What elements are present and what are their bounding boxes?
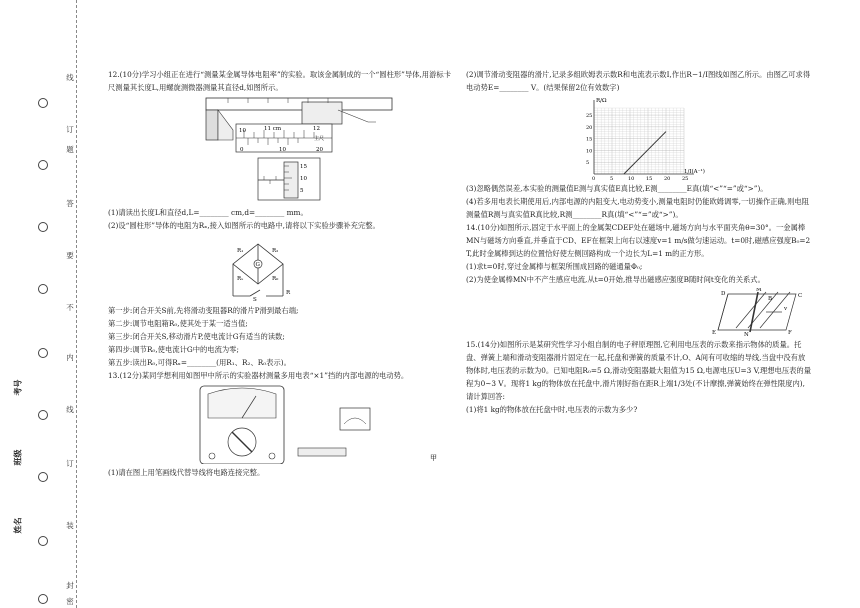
label-ten-c: 10 <box>300 176 307 182</box>
step-2: 第二步:调节电阻箱R₀,使其处于某一适当值; <box>108 319 248 328</box>
binding-char: 要 <box>66 251 74 260</box>
x-tick-label: 20 <box>664 176 671 180</box>
step-3: 第三步:闭合开关S,移动滑片P,使电流计G有适当的读数; <box>108 332 285 341</box>
label-ten: 10 <box>239 128 246 134</box>
q13-sub4: (4)若多用电表长期使用后,内部电源的内阻变大,电动势变小,测量电阻时仍能欧姆调零,一切操作正确,则电阻测量值R测与真实值R真比较,R测________R真(填“<”“=”或“>”)。 <box>466 197 809 219</box>
q13-sub2: (2)调节滑动变阻器的滑片,记录多组欧姆表示数R和电流表示数I,作出R−1/I图线如图乙所示。由图乙可求得电动势E=________ V。(结果保留2位有效数字) <box>466 70 811 92</box>
binding-char: 题 <box>66 145 74 154</box>
binding-hole-icon <box>38 594 48 604</box>
label-m: M <box>756 288 762 293</box>
y-tick-label: 10 <box>586 148 593 155</box>
label-main-scale: 主尺 <box>314 136 325 142</box>
q13-sub1: (1)请在图上用笔画线代替导线将电路连接完整。 <box>108 468 265 477</box>
label-r: R <box>286 290 291 296</box>
binding-line <box>76 0 77 608</box>
q14-sub1: (1)求t=0时,穿过金属棒与框架所围成回路的磁通量Φ₀; <box>466 262 643 271</box>
y-tick-label: 15 <box>586 136 593 143</box>
q12-sub1: (1)请读出长度L和直径d,L=________ cm,d=________ mm。 <box>108 208 308 217</box>
x-tick-label: 10 <box>628 176 635 180</box>
rail-figure <box>466 288 812 336</box>
label-c: C <box>798 293 803 299</box>
xingming-label: 姓名 <box>12 517 23 534</box>
binding-char: 线 <box>66 73 74 82</box>
label-f: F <box>788 330 792 336</box>
y-tick-label: 5 <box>586 160 590 167</box>
binding-hole-icon <box>38 160 48 170</box>
label-g: G <box>255 262 260 268</box>
step-5: 第五步:读出R₀,可得Rₓ=________(用R₁、R₂、R₀表示)。 <box>108 358 291 367</box>
y-tick-label: 20 <box>586 124 593 131</box>
q15-sub1: (1)将1 kg的物体放在托盘中时,电压表的示数为多少? <box>466 405 638 414</box>
binding-char: 装 <box>66 521 74 530</box>
label-b: B <box>768 296 773 302</box>
step-1: 第一步:闭合开关S前,先将滑动变阻器R的滑片P滑到最右端; <box>108 306 299 315</box>
label-five: 5 <box>300 188 304 194</box>
bridge-circuit-svg <box>108 234 454 302</box>
x-axis-label: 1/I(A⁻¹) <box>684 169 705 175</box>
binding-hole-icon <box>38 98 48 108</box>
q12-sub2: (2)设“圆柱形”导体的电阻为Rₓ,接入如图所示的电路中,请将以下实验步骤补充完整。 <box>108 221 380 230</box>
multimeter-figure <box>108 384 454 464</box>
rail-svg <box>466 288 812 336</box>
binding-char: 订 <box>66 459 74 468</box>
label-ten-b: 10 <box>279 147 286 153</box>
y-axis-label: R/Ω <box>596 98 607 104</box>
label-s: S <box>253 297 257 302</box>
label-n: N <box>744 332 749 336</box>
label-r0: R₀ <box>272 276 279 282</box>
bridge-circuit-figure <box>108 234 454 302</box>
x-tick-label: 0 <box>592 176 596 180</box>
caliper-svg <box>108 96 454 204</box>
r-vs-inv-i-figure <box>466 96 812 180</box>
binding-char: 封 <box>66 581 74 590</box>
binding-char: 密 <box>66 597 74 606</box>
chart-grid <box>594 108 684 174</box>
q14-intro: 14.(10分)如图所示,固定于水平面上的金属架CDEF处在磁场中,磁场方向与水平面夹角θ=30°。一金属棒MN与磁场方向垂直,并垂直于CD、EF在框架上向右以速度v=1 m/s做匀速运动。t=0时,磁感应强度B₀=2 T,此时金属棒到达的位置恰好使左侧回路构成一个边长为L=1 m的正方形。 <box>466 223 811 258</box>
binding-hole-icon <box>38 284 48 294</box>
q13-sub3: (3)忽略偶然误差,本实验的测量值E测与真实值E真比较,E测________E真(填“<”“=”或“>”)。 <box>466 184 768 193</box>
label-eleven-cm: 11 cm <box>264 126 282 132</box>
binding-char: 线 <box>66 405 74 414</box>
x-tick-label: 15 <box>646 176 653 180</box>
label-jia: 甲 <box>430 454 437 462</box>
binding-hole-icon <box>38 348 48 358</box>
label-v: v <box>784 306 788 312</box>
left-column <box>108 68 454 479</box>
q12-intro: 12.(10分)学习小组正在进行“测量某金属导体电阻率”的实验。取该金属制成的一个“圆柱形”导体,用游标卡尺测量其长度L,用螺旋测微器测量其直径d,如图所示。 <box>108 70 451 92</box>
y-tick-label: 25 <box>586 113 593 120</box>
multimeter-svg <box>108 384 454 464</box>
binding-hole-icon <box>38 536 48 546</box>
banji-label: 班级 <box>12 449 23 466</box>
step-4: 第四步:调节R₀,使电流计G中的电流为零; <box>108 345 239 354</box>
binding-char: 内 <box>66 353 74 362</box>
label-r2: R₂ <box>272 248 279 254</box>
label-rx: Rₓ <box>237 276 244 282</box>
right-column <box>466 68 812 416</box>
label-twelve: 12 <box>313 126 320 132</box>
caliper-micrometer-figure <box>108 96 454 204</box>
kaohao-label: 考号 <box>12 379 23 396</box>
binding-char: 答 <box>66 199 74 208</box>
label-r1: R₁ <box>237 248 244 254</box>
label-e: E <box>712 330 717 336</box>
label-zero: 0 <box>240 147 244 153</box>
q15-intro: 15.(14分)如图所示是某研究性学习小组自制的电子秤原理图,它利用电压表的示数来指示物体的质量。托盘、弹簧上端和滑动变阻器滑片固定在一起,托盘和弹簧的质量不计,O、A间有可收缩的导线,当盘中没有放物体时,电压表的示数为0。已知电阻R₀=5 Ω,滑动变阻器最大阻值为15 Ω,电源电压U=3 V,理想电压表的量程为0~3 V。现将1 kg的物体放在托盘中,滑片刚好指在距R上端1/3处(不计摩擦,弹簧始终在弹性限度内),请计算回答: <box>466 340 812 401</box>
label-fifteen: 15 <box>300 164 307 170</box>
binding-char: 不 <box>66 303 74 312</box>
r-vs-inv-i-chart <box>466 96 812 180</box>
binding-char: 订 <box>66 125 74 134</box>
q14-sub2: (2)为使金属棒MN中不产生感应电流,从t=0开始,推导出磁感应强度B随时间t变化的关系式。 <box>466 275 765 284</box>
q13-intro: 13.(12分)某同学想利用如图甲中所示的实验器材测量多用电表“×1”挡的内部电源的电动势。 <box>108 371 409 380</box>
x-tick-label: 5 <box>610 176 614 180</box>
label-twenty: 20 <box>316 147 323 153</box>
binding-hole-icon <box>38 410 48 420</box>
label-d: D <box>721 291 726 297</box>
binding-hole-icon <box>38 472 48 482</box>
binding-margin <box>0 0 72 608</box>
binding-hole-icon <box>38 222 48 232</box>
x-tick-label: 25 <box>682 176 689 180</box>
